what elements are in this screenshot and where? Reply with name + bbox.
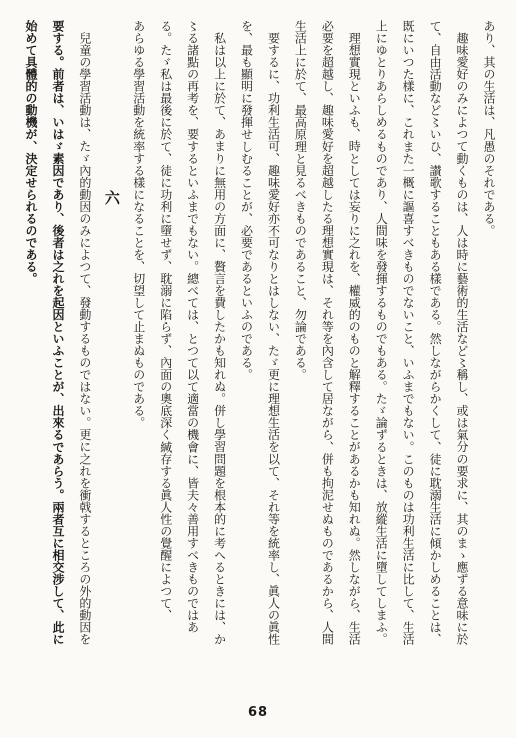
text-column: 私は以上に於て、あまりに無用の方面に、贅言を費したかも知れぬ。併し學習問題を根本的に考へるときには、か xyxy=(212,32,227,646)
text-column: 要する。前者は、いはゞ素因であり、後者は之れを起因といふことが、出來るであらう。兩者互に相交涉して、此に xyxy=(50,20,65,646)
text-column: る。たゞ私は最後に於て、徒に功利に墮せず、耽溺に陷らず、內面の奧底深く緘存する眞人性の覺醒によつて、 xyxy=(158,20,173,621)
text-column: を、最も顯明に發揮せしむることが、必要であるといふのである。 xyxy=(239,20,254,381)
text-column: 理想實現といふも、時としては妄りに之れを、權威的のものと解釋することがあるかも知れぬ。然しながら、生活 xyxy=(347,32,362,646)
text-column: あり、其の生活は、凡愚のそれである。 xyxy=(481,20,496,237)
text-column: て、自由活動など〻いひ、讃歌することもある樣である。然しながらかくして、徒に耽溺生活に傾かしめることは、 xyxy=(428,20,443,646)
text-column: 始めて具體的の動機が、決定せられるのである。 xyxy=(24,20,38,285)
text-column: 兒童の學習活動は、たゞ內的動因のみによつて、發動するものではない。更に之れを衝戟するところの外的動因を xyxy=(77,32,92,646)
page-number: 68 xyxy=(247,705,269,720)
text-column: あらゆる學習活動を統率する樣になることを、切望して止まぬものである。 xyxy=(131,20,146,429)
text-column: 生活上に於て、最高原理と見るべきものであること、勿論である。 xyxy=(293,20,308,381)
text-column: 要するに、功利生活可、趣味愛好亦不可なりとはしない、たゞ更に理想生活を以て、それ等を統率し、眞人の眞性 xyxy=(266,32,281,646)
text-column: 必要を超越し、趣味愛好を超越したる理想實現は、それ等を內含して居ながら、併も拘泥せぬものであるから、人間 xyxy=(320,20,335,646)
vertical-text-body xyxy=(24,20,496,690)
text-column: 上にゆとりあらしめるものであり、人間味を發揮するものでもある。たゞ論ずるときは、放縱生活に墮してしまふ。 xyxy=(374,20,389,646)
text-column: 〻る諸點の再考を、要するといふまでもない。總べては、とつて以て適當の機會に、皆夫々善用すべきものではあ xyxy=(185,20,200,634)
section-heading: 六 xyxy=(102,190,121,206)
text-column: 趣味愛好のみによつて動くものは、人は時に藝術的生活など〻稱し、或は氣分の要求に、其のまゝ應ずる意味に於 xyxy=(455,32,469,646)
text-column: 既にいつた樣に、これまた一概に謳喜すべきものでないこと、いふまでもない。このものは功利生活に比して、生活 xyxy=(401,20,416,646)
